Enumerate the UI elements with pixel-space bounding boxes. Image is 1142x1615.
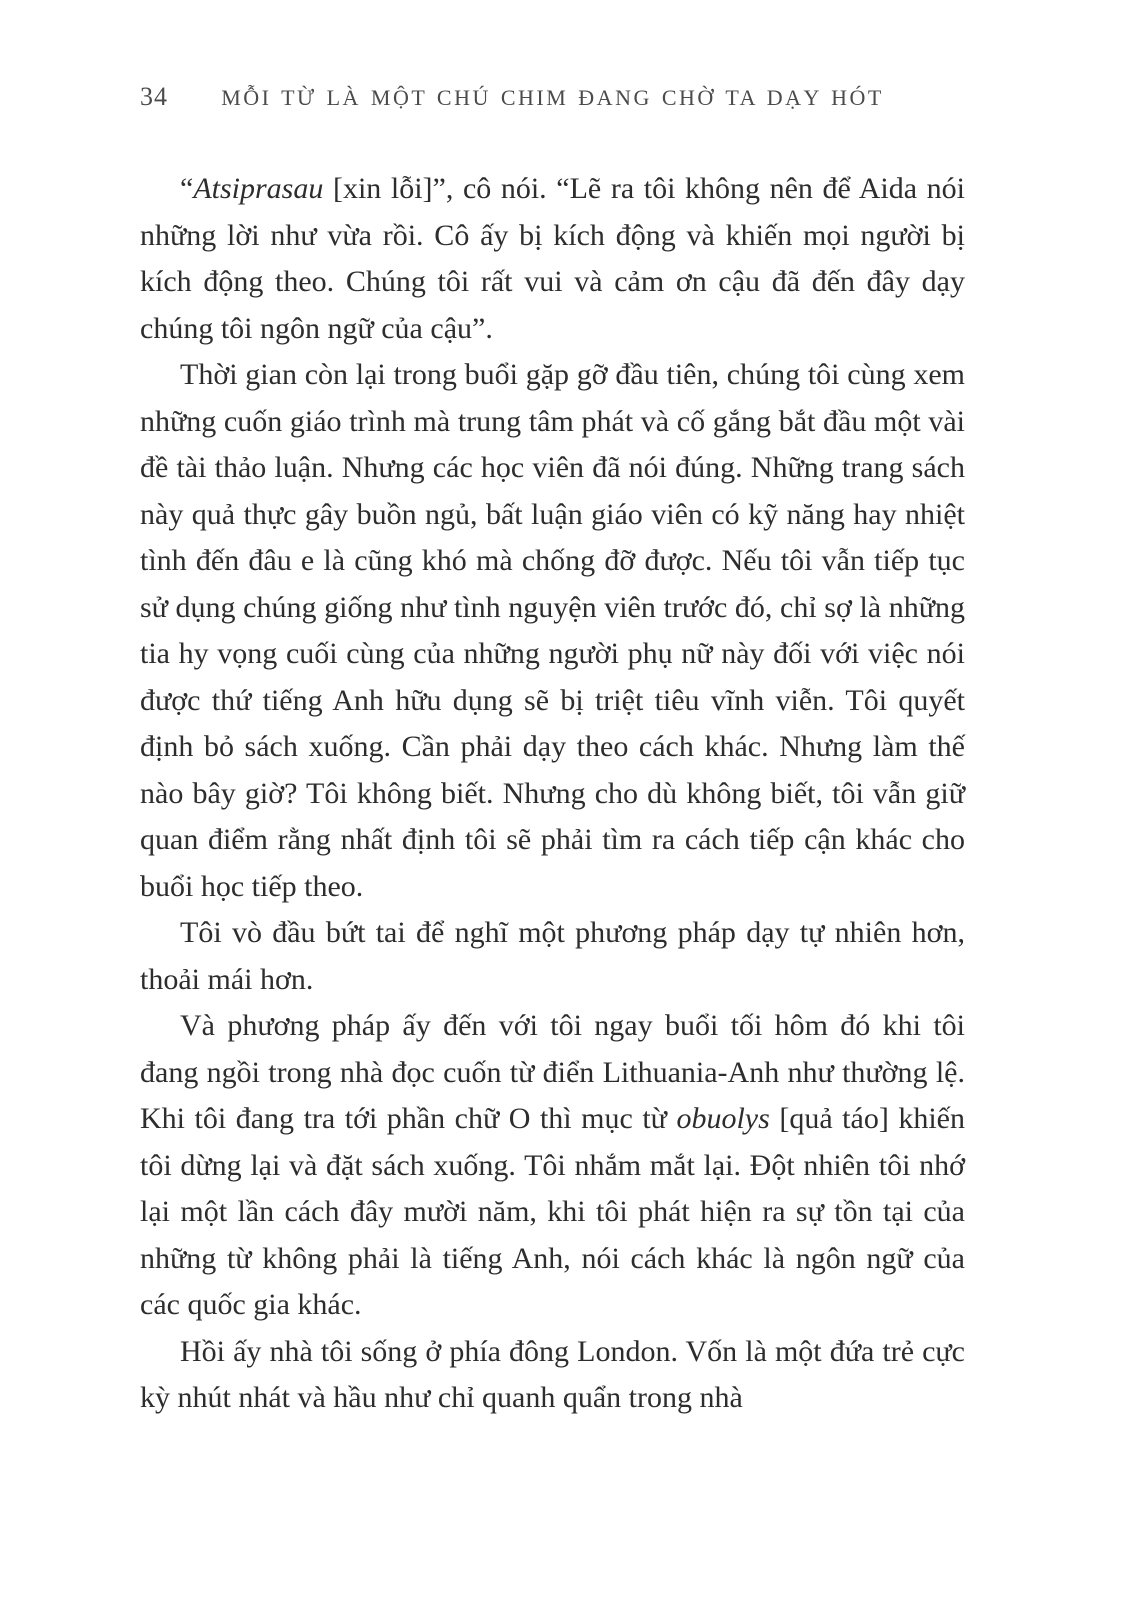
text-segment: [quả táo] khiến tôi dừng lại và đặt sách xuống. Tôi nhắm mắt lại. Đột nhiên tôi nhớ lại một lần cách đây mười năm, khi tôi phát hiện ra sự tồn tại của những từ không phải là tiếng Anh, nói cách khác là ngôn ngữ của các quốc gia khác.: [140, 1102, 965, 1321]
text-segment: Hồi ấy nhà tôi sống ở phía đông London. Vốn là một đứa trẻ cực kỳ nhút nhát và hầu như chỉ quanh quẩn trong nhà: [140, 1334, 965, 1414]
text-segment: “: [180, 172, 194, 205]
text-segment: Thời gian còn lại trong buổi gặp gỡ đầu tiên, chúng tôi cùng xem những cuốn giáo trình mà trung tâm phát và cố gắng bắt đầu một vài đề tài thảo luận. Nhưng các học viên đã nói đúng. Những trang sách này quả thực gây buồn ngủ, bất luận giáo viên có kỹ năng hay nhiệt tình đến đâu e là cũng khó mà chống đỡ được. Nếu tôi vẫn tiếp tục sử dụng chúng giống như tình nguyện viên trước đó, chỉ sợ là những tia hy vọng cuối cùng của những người phụ nữ này đối với việc nói được thứ tiếng Anh hữu dụng sẽ bị triệt tiêu vĩnh viễn. Tôi quyết định bỏ sách xuống. Cần phải dạy theo cách khác. Nhưng làm thế nào bây giờ? Tôi không biết. Nhưng cho dù không biết, tôi vẫn giữ quan điểm rằng nhất định tôi sẽ phải tìm ra cách tiếp cận khác cho buổi học tiếp theo.: [140, 358, 965, 903]
text-segment: [xin lỗi]”, cô nói. “Lẽ ra tôi không nên để Aida nói những lời như vừa rồi. Cô ấy bị kích động và khiến mọi người bị kích động theo. Chúng tôi rất vui và cảm ơn cậu đã đến đây dạy chúng tôi ngôn ngữ của cậu”.: [140, 172, 965, 345]
page-header: [140, 82, 965, 116]
paragraph: [140, 1003, 965, 1329]
running-title: MỖI TỪ LÀ MỘT CHÚ CHIM ĐANG CHỜ TA DẠY HÓT: [221, 85, 884, 110]
paragraph: [140, 910, 965, 1003]
text-segment: Và phương pháp ấy đến với tôi ngay buổi tối hôm đó khi tôi đang ngồi trong nhà đọc cuốn từ điển Lithuania-Anh như thường lệ. Khi tôi đang tra tới phần chữ O thì mục từ: [140, 1009, 965, 1135]
italic-term: Atsiprasau: [193, 172, 324, 205]
paragraph: [140, 166, 965, 352]
page-number: 34: [140, 82, 168, 111]
paragraph: [140, 352, 965, 910]
text-segment: Tôi vò đầu bứt tai để nghĩ một phương pháp dạy tự nhiên hơn, thoải mái hơn.: [140, 916, 965, 996]
body-text: [140, 166, 965, 1422]
italic-term: obuolys: [676, 1102, 770, 1135]
paragraph: [140, 1329, 965, 1422]
